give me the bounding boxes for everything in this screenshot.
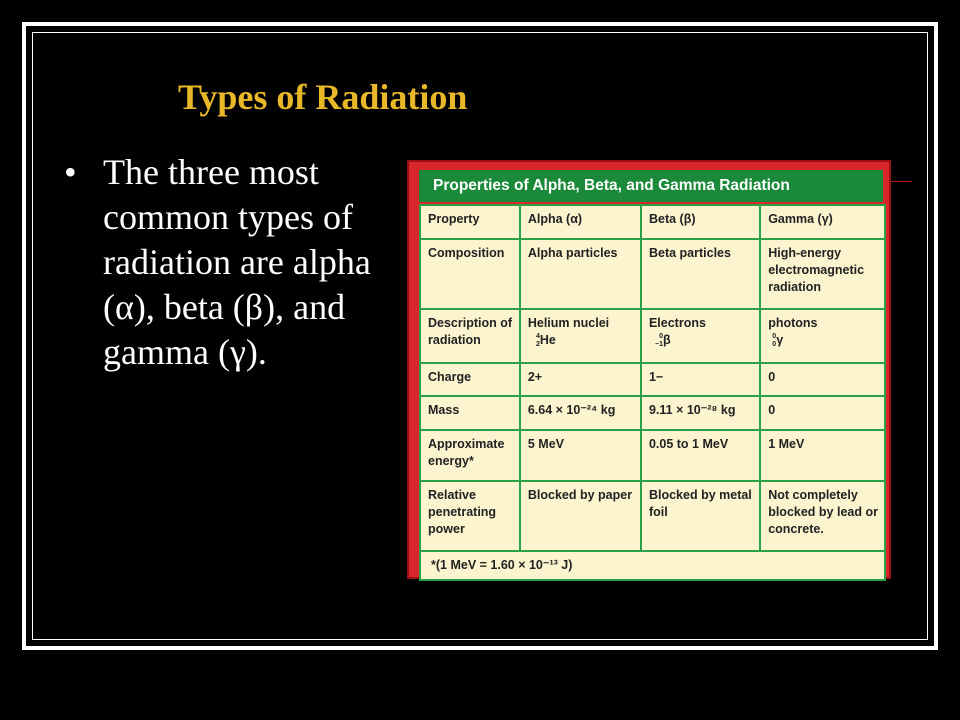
cell-text: Electrons [648, 316, 706, 330]
table-cell: 6.64 × 10⁻²⁴ kg [520, 396, 641, 430]
table-cell: Mass [420, 396, 520, 430]
table-cell: Beta particles [641, 239, 760, 309]
table-cell [641, 309, 760, 363]
mass-number: 4 [535, 333, 540, 340]
cell-text: photons [768, 316, 818, 330]
table-row-charge [420, 363, 885, 396]
element-symbol: He [539, 333, 556, 347]
cell-text: Helium nuclei [527, 316, 610, 330]
table-cell: Gamma (γ) [760, 205, 885, 239]
table-cell: High-energy electromagnetic radiation [760, 239, 885, 309]
slide-title: Types of Radiation [178, 77, 468, 117]
element-symbol: γ [776, 333, 784, 347]
table-cell: 5 MeV [520, 430, 641, 481]
table-cell: Blocked by metal foil [641, 481, 760, 551]
atomic-number: −1 [654, 341, 663, 348]
table-cell: Relative penetrating power [420, 481, 520, 551]
table-cell: Not completely blocked by lead or concrete. [760, 481, 885, 551]
table-cell: 0 [760, 363, 885, 396]
table-row-footnote [420, 551, 885, 580]
table-cell: 0.05 to 1 MeV [641, 430, 760, 481]
table-cell: Beta (β) [641, 205, 760, 239]
nuclide-symbol-beta [649, 332, 753, 349]
table-cell [520, 309, 641, 363]
table-cell: Approximate energy* [420, 430, 520, 481]
table-cell: Alpha particles [520, 239, 641, 309]
mass-number: 0 [659, 333, 663, 340]
table-cell: Charge [420, 363, 520, 396]
element-symbol: β [662, 333, 671, 347]
table-cell: 1− [641, 363, 760, 396]
properties-table [419, 204, 886, 581]
table-cell: Alpha (α) [520, 205, 641, 239]
table-row-energy [420, 430, 885, 481]
table-row-penetrating-power [420, 481, 885, 551]
table-cell: 1 MeV [760, 430, 885, 481]
table-cell: 9.11 × 10⁻²⁸ kg [641, 396, 760, 430]
table-cell: Blocked by paper [520, 481, 641, 551]
table-row-composition [420, 239, 885, 309]
table-cell [760, 309, 885, 363]
table-cell: Composition [420, 239, 520, 309]
radiation-properties-figure [407, 160, 891, 579]
nuclide-symbol-alpha [528, 332, 634, 349]
table-title: Properties of Alpha, Beta, and Gamma Radiation [419, 170, 883, 202]
table-cell: Description of radiation [420, 309, 520, 363]
atomic-number: 2 [535, 341, 540, 348]
bullet-marker: • [64, 152, 77, 192]
atomic-number: 0 [772, 341, 777, 348]
table-footnote: *(1 MeV = 1.60 × 10⁻¹³ J) [420, 551, 885, 580]
nuclide-symbol-gamma [768, 332, 878, 349]
table-cell: 0 [760, 396, 885, 430]
mass-number: 0 [772, 333, 777, 340]
table-cell: Property [420, 205, 520, 239]
table-row-property [420, 205, 885, 239]
table-row-mass [420, 396, 885, 430]
bullet-text: The three most common types of radiation are alpha (α), beta (β), and gamma (γ). [103, 152, 371, 372]
table-row-description [420, 309, 885, 363]
table-cell: 2+ [520, 363, 641, 396]
